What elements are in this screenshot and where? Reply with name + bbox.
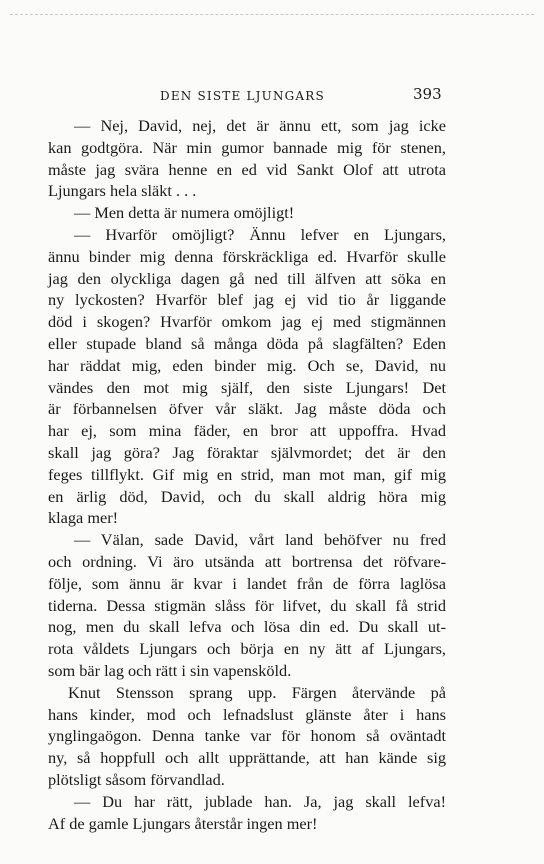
text-line: en ärlig död, David, och du skall aldrig höra mig	[48, 486, 446, 506]
text-line: feges tillflykt. Gif mig en strid, man mot man, gif mig	[48, 464, 446, 484]
text-line: vändes den mot mig själf, den siste Ljungars! Det	[48, 377, 446, 397]
text-line: klaga mer!	[48, 508, 119, 528]
body-text	[48, 115, 446, 834]
text-line: Ljungars hela släkt . . .	[48, 181, 197, 201]
text-line: — Men detta är numera omöjligt!	[74, 203, 295, 223]
text-line: — Nej, David, nej, det är ännu ett, som jag icke	[74, 116, 446, 135]
text-line: eller stupade bland så många döda på slagfälten? Eden	[48, 333, 446, 353]
text-line: ny, så hoppfull och allt upprättande, att han kände sig	[48, 748, 446, 768]
text-line: tiderna. Dessa stigmän slåss för lifvet, du skall få strid	[48, 595, 446, 615]
text-line: — Hvarför omöjligt? Ännu lefver en Ljungars,	[74, 224, 446, 244]
text-line: — Du har rätt, jublade han. Ja, jag skall lefva!	[74, 791, 446, 811]
text-line: jag den olyckliga dagen gå ned till älfven att söka en	[48, 268, 446, 288]
text-line: har ej, som mina fäder, en bror att uppoffra. Hvad	[48, 421, 446, 441]
text-line: — Välan, sade David, vårt land behöfver nu fred	[74, 530, 446, 550]
text-line: har räddat mig, eden binder mig. Och se, David, nu	[48, 355, 446, 375]
text-line: rota våldets Ljungars och börja en ny ätt af Ljungars,	[48, 639, 446, 659]
text-line: plötsligt såsom förvandlad.	[48, 769, 225, 789]
text-line: ännu binder mig denna förskräckliga ed. Hvarför skulle	[48, 246, 446, 266]
text-line: måste jag svära henne en ed vid Sankt Olof att utrota	[48, 159, 446, 179]
text-line: ynglingaögon. Denna tanke var för honom så oväntadt	[48, 726, 446, 746]
text-line: hans kinder, mod och lefnadslust glänste åter i hans	[48, 704, 446, 724]
running-head: DEN SISTE LJUNGARS	[160, 89, 325, 103]
text-line: död i skogen? Hvarför omkom jag ej med stigmännen	[48, 312, 446, 332]
text-line: och ordning. Vi äro utsända att bortrensa det röfvare-	[48, 551, 446, 571]
top-edge-rule	[10, 14, 534, 15]
text-line: Af de gamle Ljungars återstår ingen mer!	[48, 813, 318, 833]
text-line: kan godtgöra. När min gumor bannade mig för stenen,	[48, 137, 446, 157]
text-line: är förbannelsen öfver vår släkt. Jag måste döda och	[48, 399, 446, 419]
text-line: följe, som ännu är kvar i landet från de förra laglösa	[48, 573, 446, 593]
page-number: 393	[413, 85, 442, 103]
text-line: skall jag göra? Jag föraktar självmordet; det är den	[48, 442, 446, 462]
text-line: ny lyckosten? Hvarför blef jag ej vid tio år liggande	[48, 290, 446, 310]
text-line: nog, men du skall lefva och lösa din ed. Du skall ut-	[48, 617, 446, 637]
text-line: Knut Stensson sprang upp. Färgen återvände på	[68, 682, 446, 702]
text-line: som bär lag och rätt i sin vapensköld.	[48, 660, 292, 680]
